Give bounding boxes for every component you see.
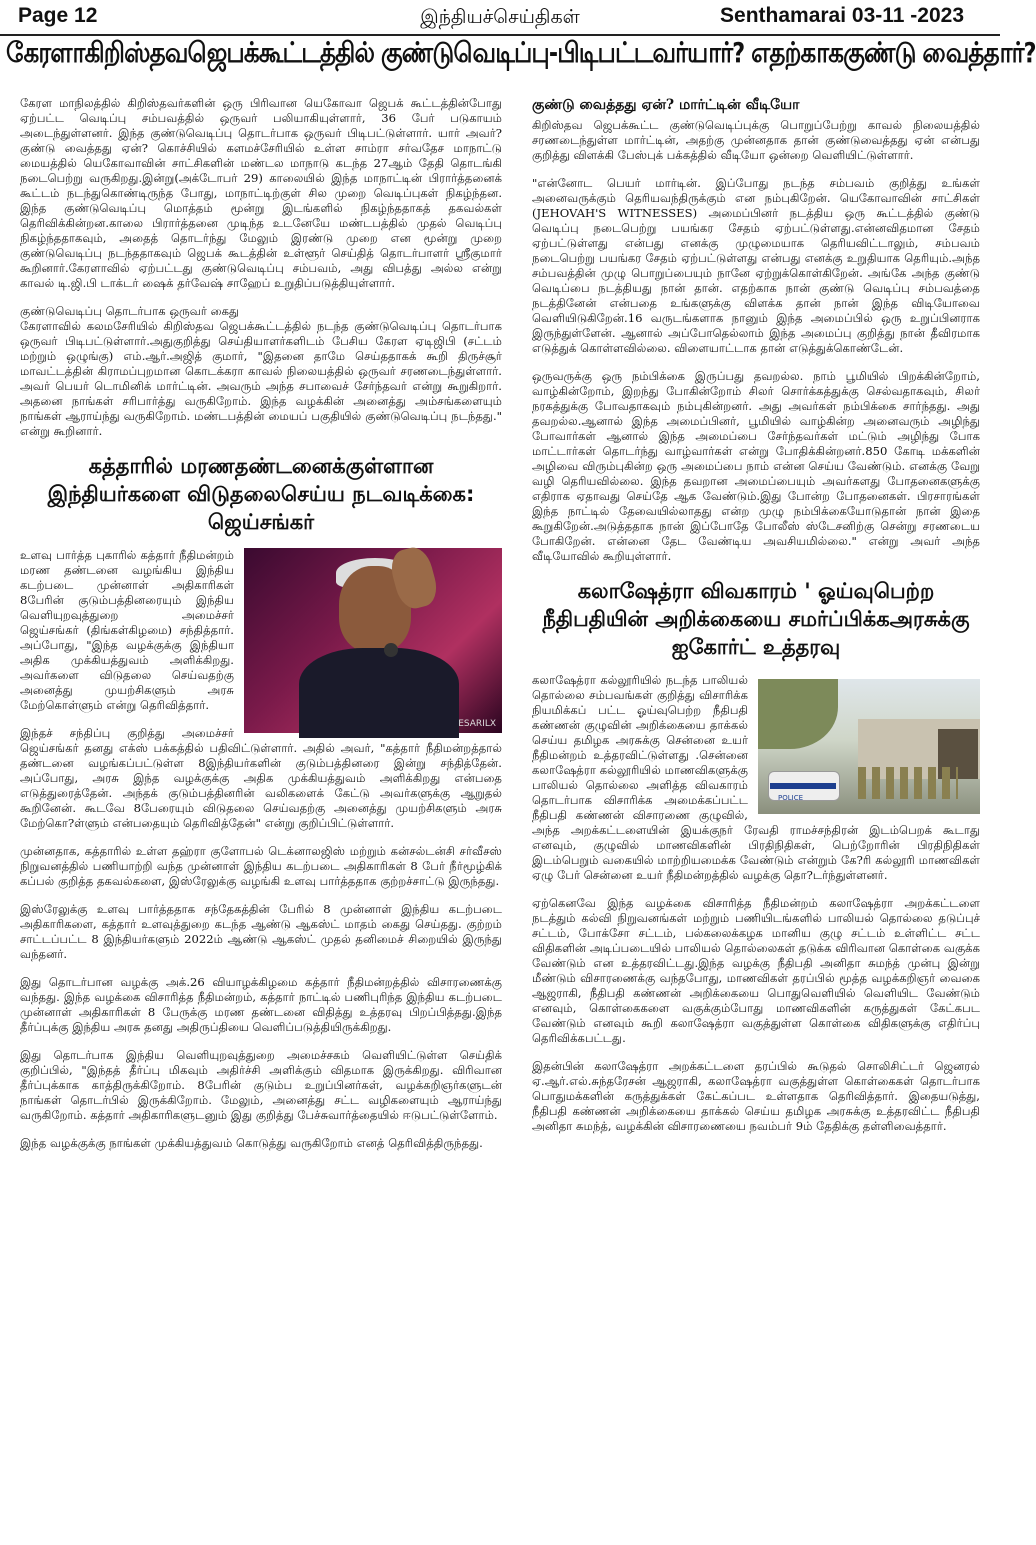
college-gate-photo xyxy=(758,679,980,814)
video-subheading: குண்டு வைத்தது ஏன்? மார்ட்டின் வீடியோ xyxy=(532,97,800,113)
page-header xyxy=(0,0,1000,36)
kalakshetra-article-title: கலாஷேத்ரா விவகாரம் ' ஓய்வுபெற்ற நீதிபதியின் அறிக்கையை சமர்ப்பிக்கஅரசுக்கு ஐகோர்ட் உத்தரவு xyxy=(542,579,970,659)
article-paragraph: இந்தச் சந்திப்பு குறித்து அமைச்சர் ஜெய்சங்கர் தனது எக்ஸ் பக்கத்தில் பதிவிட்டுள்ளார். அதில் அவர், "கத்தார் நீதிமன்றத்தால் தண்டனை வழங்கப்பட்டுள்ள 8இந்தியர்களின் குடும்பத்தினரை இன்று சந்தித்தேன். அப்போது, அரசு இந்த வழக்குக்கு அதிக முக்கியத்துவம் அளிக்கிறது என்பதை எடுத்துரைத்தேன். அந்தக் குடும்பத்தினரின் வலிகளைக் கேட்டு அவர்களுக்கு ஆறுதல் கூறினேன். கூடவே 8பேரையும் விடுதலை செய்வதற்கு அனைத்து முயற்சிகளும் அரசு மேற்கொ?ள்ளும் என்பதையும் தெரிவித்தேன்" என்று குறிப்பிட்டுள்ளார். xyxy=(20,726,502,830)
article-paragraph: இந்த வழக்குக்கு நாங்கள் முக்கியத்துவம் கொடுத்து வருகிறோம் எனத் தெரிவித்திருந்தது. xyxy=(20,1136,483,1150)
photo-shape xyxy=(858,767,958,799)
qatar-article-title: கத்தாரில் மரணதண்டனைக்குள்ளான இந்தியர்களை விடுதலைசெய்ய நடவடிக்கை: ஜெய்சங்கர் xyxy=(47,454,475,534)
article-paragraph: உளவு பார்த்த புகாரில் கத்தார் நீதிமன்றம் மரண தண்டனை வழங்கிய இந்திய கடற்படை முன்னாள் அதிகாரிகள் 8பேரின் குடும்பத்தினரையும் இந்திய வெளியுறவுத்துறை அமைச்சர் ஜெய்சங்கர் (திங்கள்கிழமை) சந்தித்தார். அப்போது, "இந்த வழக்குக்கு இந்தியா அதிக முக்கியத்துவம் அளிக்கிறது. அவர்களை விடுதலை செய்வதற்கு அனைத்து முயற்சிகளும் அரசு மேற்கொள்ளும் என்று தெரிவித்தார். xyxy=(20,548,234,712)
article-paragraph: "என்னோட பெயர் மார்டின். இப்போது நடந்த சம்பவம் குறித்து உங்கள் அனைவருக்கும் தெரியவந்திருக்கும் என நம்புகிறேன். யெகோவாவின் சாட்சிகள் (JEHOVAH'S WITNESSES) அமைப்பினர் நடத்திய ஒரு கூட்டத்தில் குண்டு வெடிப்பு நடைபெற்று பயங்கர சேதம் ஏற்பட்டுள்ளது.என்னவிதமான சேதம் ஏற்பட்டுள்ளது என்பது எனக்கு முழுமையாக தெரியவிட்டாலும், சம்பவம் நடைபெற்று பயங்கர சேதம் ஏற்பட்டுள்ளது என்பது எனக்கு உறுதியாக தெரியும்.அந்த சம்பவத்தின் முழு பொறுப்பையும் நானே ஏற்றுக்கொள்கிறேன். அங்கே அந்த குண்டு வெடிப்பை நடத்தியது நான் தான். எதற்காக நான் குண்டு வெடிப்பு சம்பவத்தை நடத்தினேன் என்பதை உங்களுக்கு விளக்க தான் நான் இந்த விடியோவை வெளியிடுகிறேன்.16 வருடங்களாக நானும் இந்த அமைப்பில் ஒரு உறுப்பினராக இருந்துள்ளேன். ஆனால் அப்போதெல்லாம் இந்த அமைப்பு குறித்து நான் தீவிரமாக எடுத்துக் கொள்ளவில்லை. விளையாட்டாக தான் எடுத்துக்கொண்டேன். xyxy=(532,176,980,355)
article-paragraph: முன்னதாக, கத்தாரில் உள்ள தஹ்ரா குளோபல் டெக்னாலஜிஸ் மற்றும் கன்சல்டன்சி சர்வீசஸ் நிறுவனத்தில் பணியாற்றி வந்த முன்னாள் இந்திய கடற்படை அதிகாரிகள் 8 பேர் நீர்மூழ்கிக் கப்பல் குறித்த தகவல்களை, இஸ்ரேலுக்கு வழங்கி உளவு பார்த்ததாக குற்றச்சாட்டு இருந்தது. xyxy=(20,844,502,888)
image-watermark: ESARILX xyxy=(458,719,496,729)
photo-shape xyxy=(758,679,838,749)
article-paragraph: கேரள மாநிலத்தில் கிறிஸ்தவர்களின் ஒரு பிரிவான யெகோவா ஜெபக் கூட்டத்தின்போது ஏற்பட்ட வெடிப்பு சம்பவத்தில் ஒருவர் பலியாகியுள்ளார், 36 பேர் படுகாயம் அடைந்துள்ளனர். இந்த குண்டுவெடிப்பு தொடர்பாக ஒருவர் பிடிபட்டுள்ளார். யார் அவர்? குண்டு வைத்தது ஏன்? கொச்சியில் களமச்சேரியில் உள்ள சாம்ரா சர்வதேச மாநாட்டு மையத்தில் யெகோவாவின் சாட்சிகளின் மண்டல மாநாடு கடந்த 27ஆம் தேதி தொடங்கி நடைபெற்று வருகிறது.இன்று(அக்டோபர் 29) காலையில் இந்த மாநாட்டின் பிரார்த்தனைக் கூட்டம் நடந்துகொண்டிருந்த போது, மாநாட்டிற்குள் சில முறை வெடிப்புகள் நிகழ்ந்தன. இந்த குண்டுவெடிப்பு மொத்தம் மூன்று இடங்களில் நிகழ்ந்ததாகத் தகவல்கள் தெரிவிக்கின்றன.காலை பிரார்த்தனை முடிந்த உடனேயே மண்டபத்தில் முதல் வெடிப்பு நிகழ்ந்ததாகவும், அதைத் தொடர்ந்து மேலும் இரண்டு முறை என மூன்று முறை குண்டுவெடிப்பு நடந்ததாகவும் ஜெபக் கூடத்தின் உள்ளூர் செய்தித் தொடர்பாளர் ஸ்ரீகுமார் கூறினார்.கேரளாவில் ஏற்பட்டது குண்டுவெடிப்பு சம்பவம், அது விபத்து அல்ல என்று காவல் டி.ஜி.பி டாக்டர் ஷைக் தர்வேஷ் சாஹேப் உறுதிப்படுத்தியுள்ளார். xyxy=(20,96,502,290)
article-paragraph: ஒருவருக்கு ஒரு நம்பிக்கை இருப்பது தவறல்ல. நாம் பூமியில் பிறக்கின்றோம், வாழ்கின்றோம், இறந்து போகின்றோம் சிலர் சொர்க்கத்துக்கு செல்வதாகவும், சிலர் நரகத்துக்கு போவதாகவும் நம்புகின்றனர். அது அவர்கள் நம்பிக்கை சார்ந்தது. அது தவறல்ல.ஆனால் இந்த அமைப்பினர், பூமியில் வாழ்கின்ற அனைவரும் அழிந்து போவார்கள் ஆனால் இந்த அமைப்பை சேர்ந்தவர்கள் மட்டும் அழிந்து போக மாட்டார்கள் தொடர்ந்து வாழ்வார்கள் என்று போதிக்கின்றனர்.850 கோடி மக்களின் அழிவை விரும்புகின்ற ஒரு அமைப்பை நாம் என்ன செய்ய வேண்டும். எனக்கு வேறு வழி தெரியவில்லை. இந்த தவறான அமைப்பையும் அவர்களது போதனைகளுக்கு எதிராக ஏதாவது செய்தே ஆக வேண்டும்.இது போன்ற போதனைகள். பிரசாரங்கள் இந்த நாட்டில் தேவையில்லாதது என்ற முழு நம்பிக்கையோடுதான் நான் இதை கூறுகிறேன்.அடுத்ததாக நான் இப்போதே போலீஸ் ஸ்டேசனிற்கு சென்று சரணடைய போகிறேன். என்னை தேட வேண்டிய அவசியமில்லை." என்று அவர் அந்த வீடியோவில் கூறியுள்ளார். xyxy=(532,369,980,563)
publication-date: Senthamarai 03-11 -2023 xyxy=(720,4,964,27)
photo-shape xyxy=(299,648,459,738)
left-column xyxy=(20,96,502,1164)
article-paragraph: இது தொடர்பான வழக்கு அக்.26 வியாழக்கிழமை கத்தார் நீதிமன்றத்தில் விசாரணைக்கு வந்தது. இந்த வழக்கை விசாரித்த நீதிமன்றம், கத்தார் நாட்டில் பணிபுரிந்த இந்திய கடற்படை முன்னாள் அதிகாரிகள் 8 பேருக்கு மரண தண்டனை விதித்து உத்தரவு பிறப்பித்தது.இந்த தீர்ப்புக்கு இந்திய அரசு தனது அதிருப்தியை வெளிப்படுத்தியிருக்கிறது. xyxy=(20,975,502,1034)
article-paragraph: இஸ்ரேலுக்கு உளவு பார்த்ததாக சந்தேகத்தின் பேரில் 8 முன்னாள் இந்திய கடற்படை அதிகாரிகளை, கத்தார் உளவுத்துறை கடந்த ஆண்டு ஆகஸ்ட் மாதம் கைது செய்தது. குற்றம் சாட்டப்பட்ட 8 இந்தியர்களும் 2022ம் ஆண்டு ஆகஸ்ட் முதல் தனிமைச் சிறையில் இருந்து வந்தனர். xyxy=(20,902,502,961)
article-paragraph: இதன்பின் கலாஷேத்ரா அறக்கட்டளை தரப்பில் கூடுதல் சொலிசிட்டர் ஜெனரல் ஏ.ஆர்.எல்.சுந்தரேசன் ஆஜராகி, கலாஷேத்ரா வகுத்துள்ள கொள்கைகள் தொடர்பாக பொதுமக்களின் கருத்துக்கள் கேட்கப்பட உள்ளதாக தெரிவித்தார். இதையடுத்து, நீதிபதி கண்ணன் அறிக்கையை தாக்கல் செய்ய தமிழக அரசுக்கு உத்தரவிட்ட நீதிபதி அனிதா சுமந்த், வழக்கின் விசாரணையை நவம்பர் 9ம் தேதிக்கு தள்ளிவைத்தார். xyxy=(532,1059,980,1133)
article-paragraph: கிறிஸ்தவ ஜெபக்கூட்ட குண்டுவெடிப்புக்கு பொறுப்பேற்று காவல் நிலையத்தில் சரணடைந்துள்ள மார்ட்டின், அதற்கு முன்னதாக தான் குண்டுவைத்தது ஏன் என்பது குறித்து விளக்கி பேஸ்புக் பக்கத்தில் வீடியோ ஒன்றை வெளியிட்டுள்ளார். xyxy=(532,118,980,162)
main-headline: கேரளாகிறிஸ்தவஜெபக்கூட்டத்தில் குண்டுவெடிப்பு-பிடிபட்டவர்யார்? எதற்காககுண்டு வைத்தார்? xyxy=(6,36,1036,69)
article-paragraph: இது தொடர்பாக இந்திய வெளியுறவுத்துறை அமைச்சகம் வெளியிட்டுள்ள செய்திக் குறிப்பில், "இந்தத் தீர்ப்பு மிகவும் அதிர்ச்சி அளிக்கும் விதமாக இருக்கிறது. விரிவான தீர்ப்புக்காக காத்திருக்கிறோம். 8பேரின் குடும்ப உறுப்பினர்கள், வழக்கறிஞர்களுடன் நாங்கள் தொடர்பில் இருக்கிறோம். மேலும், அனைத்து சட்ட வழிகளையும் ஆராய்ந்து வருகிறோம். கத்தார் அதிகாரிகளுடனும் இது குறித்து பேச்சுவார்த்தையில் ஈடுபட்டுள்ளோம். xyxy=(20,1048,502,1122)
article-paragraph: கலாஷேத்ரா கல்லூரியில் நடந்த பாலியல் தொல்லை சம்பவங்கள் குறித்து விசாரிக்க நியமிக்கப் பட்ட ஓய்வுபெற்ற நீதிபதி கண்ணன் குழுவின் அறிக்கையை தாக்கல் செய்ய தமிழக அரசுக்கு சென்னை உயர் நீதிமன்றம் உத்தரவிட்டுள்ளது .சென்னை கலாஷேத்ரா கல்லூரியில் மாணவிகளுக்கு பாலியல் தொல்லை அளித்த விவகாரம் தொடர்பாக விசாரிக்க அமைக்கப்பட்ட நீதிபதி கண்ணன் விசாரணை குழுவில், அந்த அறக்கட்டளையின் இயக்குநர் ரேவதி ராமச்சந்திரன் இடம்பெறக் கூடாது எனவும், குழுவில் மாணவிகளின் பிரதிநிதிகள், பெற்றோரின் பிரதிநிதிகள் இடம்பெறும் வகையில் மாற்றியமைக்க வேண்டும் என்றும் கே?ரி கல்லூரி மாணவிகள் ஏழு பேர் சென்னை உயர் நீதிமன்றத்தில் வழக்கு தொ?டர்ந்துள்ளனர். xyxy=(532,673,980,882)
section-name: இந்தியச்செய்திகள் xyxy=(420,6,580,28)
microphone-icon xyxy=(384,643,398,657)
article-paragraph: ஏற்கெனவே இந்த வழக்கை விசாரித்த நீதிமன்றம் கலாஷேத்ரா அறக்கட்டளை நடத்தும் கல்வி நிறுவனங்கள் மற்றும் பணியிடங்களில் பாலியல் தொல்லை தடுப்புச் சட்டம், போக்சோ சட்டம், பல்கலைக்கழக மானிய குழு சட்டம் உள்ளிட்ட சட்ட விதிகளின் அடிப்படையில் பாலியல் தொல்லைகள் தடுக்க விரிவான கொள்கை வகுக்க வேண்டும் என உத்தரவிட்டது.இந்த வழக்கு நீதிபதி அனிதா சுமந்த் முன்பு இன்று மீண்டும் விசாரணைக்கு வந்தபோது, மாணவிகள் தரப்பில் மூத்த வழக்கறிஞர் வைகை ஆஜராகி, நீதிபதி கண்ணன் அறிக்கையை பொதுவெளியில் வெளியிட வேண்டும் எனவும், கொள்கைகளை வகுக்கும்போது மாணவிகளின் கருத்துகள் கேட்கபட வேண்டும் எனவும் கூறி கலாஷேத்ரா வகுத்துள்ள கொள்கை விதிகளுக்கு எதிர்ப்பு தெரிவிக்கபட்டது. xyxy=(532,896,981,1045)
page-number: Page 12 xyxy=(18,4,98,27)
minister-photo xyxy=(244,548,502,733)
image-caption: POLICE xyxy=(778,794,804,802)
subheading: குண்டுவெடிப்பு தொடர்பாக ஒருவர் கைது xyxy=(20,304,240,318)
photo-shape xyxy=(770,783,836,789)
right-column xyxy=(532,96,980,1147)
article-paragraph: கேரளாவில் கலமசேரியில் கிறிஸ்தவ ஜெபக்கூட்டத்தில் நடந்த குண்டுவெடிப்பு தொடர்பாக ஒருவர் பிடிபட்டுள்ளார்.அதுகுறித்து செய்தியாளர்களிடம் பேசிய கேரள ஏடிஜிபி (சட்டம் மற்றும் ஒழுங்கு) எம்.ஆர்.அஜித் குமார், "இதனை தாமே செய்ததாகக் கூறி திருச்சூர் மாவட்டத்தின் கிராமப்புறமான கொடக்கரா காவல் நிலையத்தில் ஒருவர் சரணடைந்துள்ளார். அவர் பெயர் டொமினிக் மார்ட்டின். அவரும் அந்த சபாவைச் சேர்ந்தவர் என்று கூறுகிறார். அதனை நாங்கள் சரிபார்த்து வருகிறோம். இந்த வழக்கின் அனைத்து அம்சங்களையும் நாங்கள் ஆராய்ந்து வருகிறோம். மண்டபத்தின் மையப் பகுதியில் குண்டுவெடிப்பு நடந்தது." என்று கூறினார். xyxy=(20,319,502,438)
